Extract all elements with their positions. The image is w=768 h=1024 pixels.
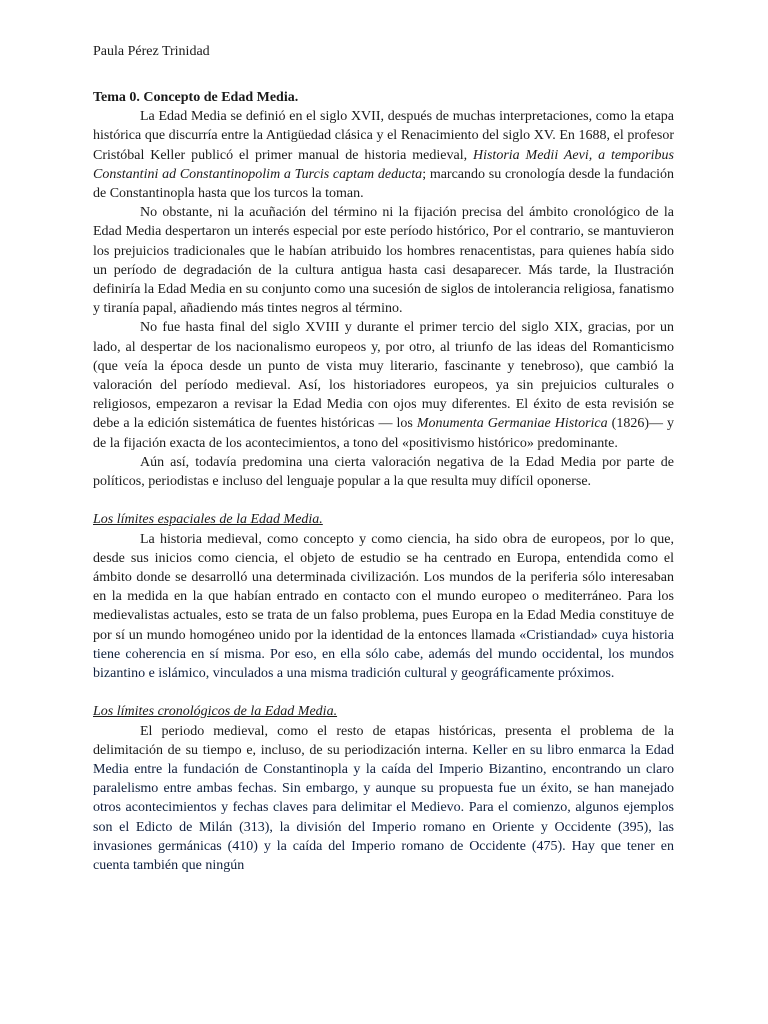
paragraph-1-text-b: ; marcando su cronología desde la fundación de Constantinopla hasta que los turcos la toman. [93,166,675,202]
paragraph-1-book-title: Historia Medii Aevi, a temporibus Constantini ad Constantinopolim a Turcis captam deducta [93,147,674,182]
author-header: Paula Pérez Trinidad [93,44,210,59]
paragraph-1 [93,107,674,203]
paragraph-2: No obstante, ni la acuñación del término ni la fijación precisa del ámbito cronológico de la Edad Media despertaron un interés especial por este período histórico, Por el contrario, se mantuvieron los prejuicios tradicionales que le habían atribuido los hombres renacentistas, para quienes había sido un período de degradación de la cultura antigua hasta casi desaparecer. Más tarde, la Ilustración definiría la Edad Media en su conjunto como una sucesión de siglos de intolerancia religiosa, fanatismo y tiranía papal, añadiendo más tintes negros al término. [93,205,674,317]
paragraph-3-text-b: (1826)— y de la fijación exacta de los acontecimientos, a tono del «positivismo histórico» predominante. [93,416,674,451]
paragraph-3 [93,318,674,452]
paragraph-4: Aún así, todavía predomina una cierta valoración negativa de la Edad Media por parte de políticos, periodistas e incluso del lenguaje popular a la que resulta muy difícil oponerse. [93,454,674,490]
document-title: Tema 0. Concepto de Edad Media. [93,90,299,105]
section-chronological-text-b: Keller en su libro enmarca la Edad Media entre la fundación de Constantinopla y la caída del Imperio Bizantino, encontrando un claro paralelismo entre ambas fechas. Sin embargo, y aunque su propuesta fue un éxito, se han manejado otros acontecimientos y fechas claves para delimitar el Medievo. Para el comienzo, algunos ejemplos son el Edicto de Milán (313), la división del Imperio romano en Oriente y Occidente (395), las invasiones germánicas (410) y la caída del Imperio romano de Occidente (475). Hay que tener en cuenta también que ningún [93,742,674,874]
section-chronological-paragraph [93,722,674,876]
paragraph-3-text-a: No fue hasta final del siglo XVIII y durante el primer tercio del siglo XIX, gracias, por un lado, al despertar de los nacionalismo europeos y, por otro, al triunfo de las ideas del Romanticismo (que veía la época desde un punto de vista muy literario, fascinante y tenebroso), que cambió la valoración del período medieval. Así, los historiadores europeos, ya sin prejuicios culturales o religiosos, empezaron a revisar la Edad Media con ojos muy diferentes. El éxito de esta revisión se debe a la edición sistemática de fuentes históricas — los [93,320,674,432]
section-spatial-paragraph [93,530,674,684]
section-heading-spatial: Los límites espaciales de la Edad Media. [93,512,323,528]
document-body [93,88,674,875]
spacer [93,683,674,702]
section-spatial-text-a: La historia medieval, como concepto y como ciencia, ha sido obra de europeos, por lo que, desde sus inicios como ciencia, el objeto de estudio se ha centrado en Europa, entendida como el ámbito donde se desarrolló una determinada civilización. Los mundos de la periferia sólo interesaban en la medida en la que habían entrado en contacto con el mundo europeo o mediterráneo. Para los medievalistas actuales, esto se trata de un falso problema, pues Europa en la Edad Media constituye de por sí un mundo homogéneo unido por la identidad de la entonces llamada [93,531,674,643]
section-spatial-text-b: «Cristiandad» cuya historia tiene coherencia en sí misma. Por eso, en ella sólo cabe, además del mundo occidental, los mundos bizantino e islámico, vinculados a una misma tradición cultural y geográficamente próximos. [93,627,674,682]
paragraph-3-source-title: Monumenta Germaniae Historica [416,416,608,432]
section-heading-chronological: Los límites cronológicos de la Edad Media. [93,704,338,720]
spacer [93,491,674,510]
section-chronological-text-a: El periodo medieval, como el resto de etapas históricas, presenta el problema de la delimitación de su tiempo e, incluso, de su periodización interna. [93,723,674,758]
paragraph-1-text-a: La Edad Media se definió en el siglo XVII, después de muchas interpretaciones, como la etapa histórica que discurría entre la Antigüedad clásica y el Renacimiento del siglo XV. En 1688, el profesor Cristóbal Keller publicó el primer manual de historia medieval, [93,109,674,163]
